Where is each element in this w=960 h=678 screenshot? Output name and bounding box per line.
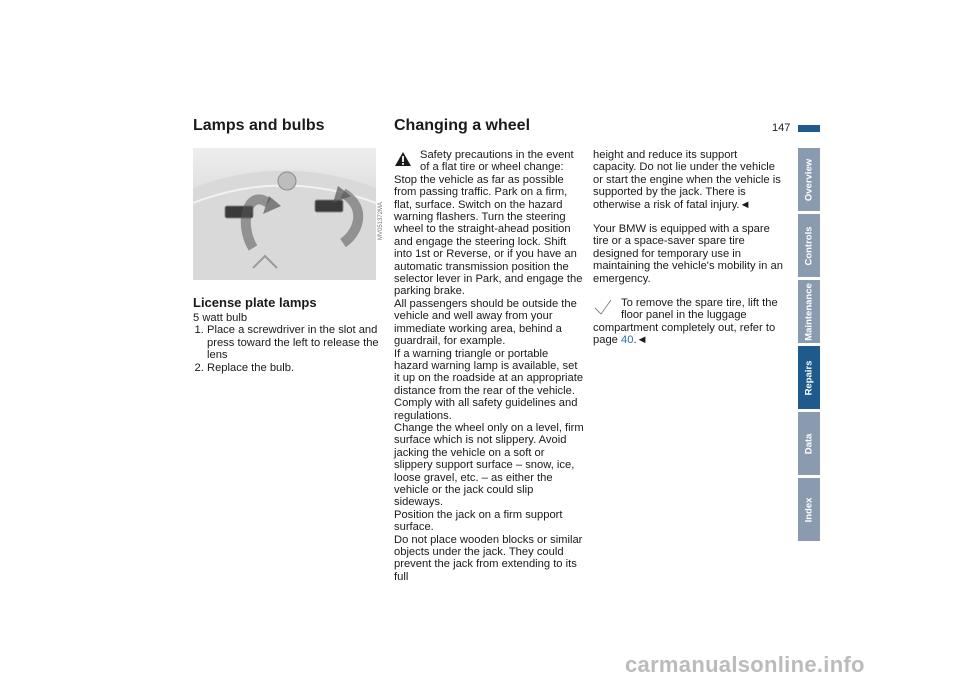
note-text xyxy=(593,297,783,347)
wheel-paragraph: If a warning triangle or portable hazard warning lamp is available, set it up on the roadside at an appropriate distance from the rear of the vehicle. Comply with all safety guidelines and regulations. xyxy=(394,347,584,422)
step-item: 2. Replace the bulb. xyxy=(207,362,383,374)
tab-controls[interactable]: Controls xyxy=(798,214,820,277)
step-item: 1. Place a screwdriver in the slot and press toward the left to release the lens xyxy=(207,324,383,361)
bulb-spec: 5 watt bulb xyxy=(193,312,248,324)
tab-overview[interactable]: Overview xyxy=(798,148,820,211)
replacement-steps xyxy=(193,324,383,374)
license-plate-illustration xyxy=(193,148,376,280)
warning-triangle-icon xyxy=(394,151,412,167)
section-title-wheel: Changing a wheel xyxy=(394,117,531,134)
spare-tire-paragraph: Your BMW is equipped with a spare tire or a space-saver spare tire designed for temporary use in maintaining the vehicle's mobility in an emergency. xyxy=(593,223,783,285)
page-marker xyxy=(798,125,820,132)
warning-continuation: height and reduce its support capacity. Do not lie under the vehicle or start the engine when the vehicle is supported by the jack. There is otherwise a risk of fatal injury.◄ xyxy=(593,149,781,211)
chapter-tabs xyxy=(798,148,820,544)
license-plate-section xyxy=(193,295,383,374)
license-plate-lamp-photo xyxy=(193,148,376,280)
wheel-paragraph: Stop the vehicle as far as possible from passing traffic. Park on a firm, flat, surface. Switch on the hazard warning flashers. Turn the steering wheel to the straight-ahead position and engage the steering lock. Shift into 1st or Reverse, or if you have an automatic transmission position the selector lever in Park, and engage the parking brake. xyxy=(394,173,583,298)
section-title-lamps: Lamps and bulbs xyxy=(193,117,325,134)
note-body: To remove the spare tire, lift the floor panel in the luggage compartment completely out, refer to page xyxy=(593,297,778,347)
note-block xyxy=(593,297,783,347)
right-column-text xyxy=(593,149,783,347)
note-checkmark-icon xyxy=(593,298,613,318)
subsection-title-license-plate: License plate lamps xyxy=(193,295,317,310)
page-number: 147 xyxy=(772,122,791,134)
tab-index[interactable]: Index xyxy=(798,478,820,541)
wheel-paragraph: Do not place wooden blocks or similar objects under the jack. They could prevent the jack from extending to its full xyxy=(394,533,583,583)
image-code: MV051372MA xyxy=(378,201,384,240)
note-end: .◄ xyxy=(633,334,648,347)
wheel-paragraph: All passengers should be outside the vehicle and well away from your immediate working area, behind a guardrail, for example. xyxy=(394,297,577,348)
wheel-paragraph: Position the jack on a firm support surface. xyxy=(394,508,563,534)
wheel-paragraph: Change the wheel only on a level, firm surface which is not slippery. Avoid jacking the vehicle on a soft or slippery support surface – snow, ice, loose gravel, etc. – as either the vehicle or the jack could slip sideways. xyxy=(394,421,584,509)
warning-lead: Safety precautions in the event of a flat tire or wheel change: xyxy=(420,149,574,174)
watermark: carmanualsonline.info xyxy=(625,652,865,677)
tab-data[interactable]: Data xyxy=(798,412,820,475)
tab-maintenance[interactable]: Maintenance xyxy=(798,280,820,343)
wheel-safety-text xyxy=(394,149,584,583)
tab-repairs[interactable]: Repairs xyxy=(798,346,820,409)
page-40-link[interactable]: 40 xyxy=(621,334,634,347)
